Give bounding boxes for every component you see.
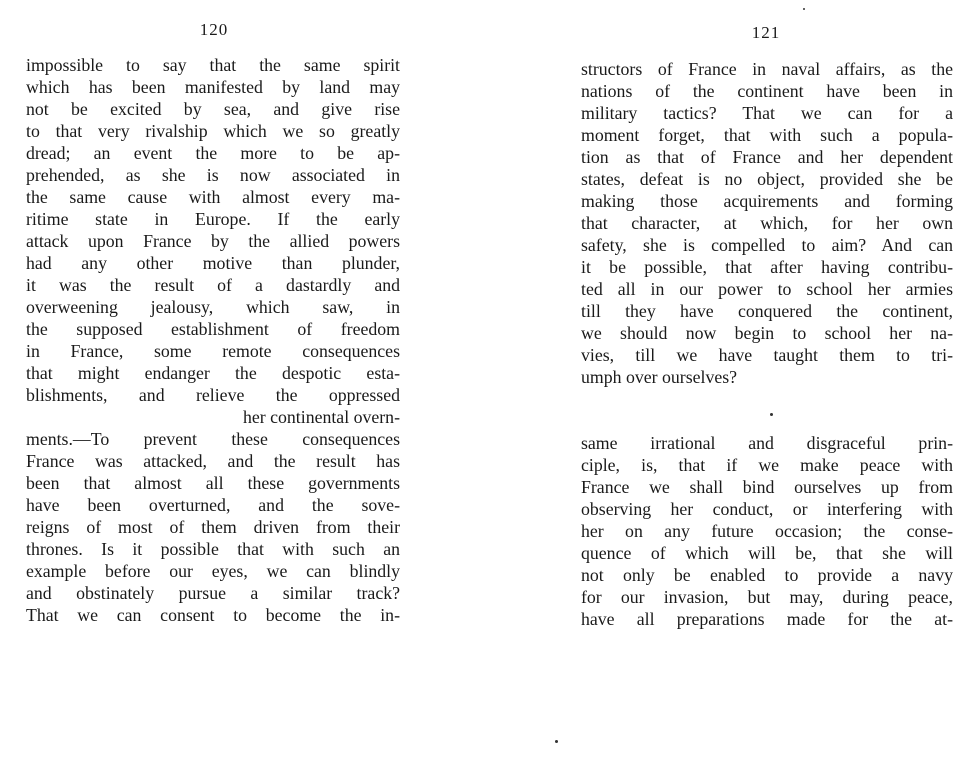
text-line: ments.—To prevent these consequences [26,429,400,449]
text-line: had any other motive than plunder, [26,253,400,273]
text-line: same irrational and disgraceful prin- [581,433,953,453]
text-line: ciple, is, that if we make peace with [581,455,953,475]
text-line: and obstinately pursue a similar track? [26,583,400,603]
text-line: overweening jealousy, which saw, in [26,297,400,317]
text-line: in France, some remote consequences [26,341,400,361]
text-line: safety, she is compelled to aim? And can [581,235,953,255]
text-line: her on any future occasion; the conse- [581,521,953,541]
text-line: thrones. Is it possible that with such an [26,539,400,559]
right-page-text-lower [581,432,953,630]
text-line: quence of which will be, that she will [581,543,953,563]
text-line: that might endanger the despotic esta- [26,363,400,383]
text-line: the supposed establishment of freedom [26,319,400,339]
text-line: till they have conquered the continent, [581,301,953,321]
left-page-text [26,54,400,626]
text-line: we should now begin to school her na- [581,323,953,343]
right-page-text-upper [581,58,953,388]
text-line: been that almost all these governments [26,473,400,493]
text-line: structors of France in naval affairs, as the [581,59,953,79]
text-line: not only be enabled to provide a navy [581,565,953,585]
text-line: reigns of most of them driven from their [26,517,400,537]
text-line: states, defeat is no object, provided she be [581,169,953,189]
text-line: umph over ourselves? [581,367,738,387]
left-page-number: 120 [199,20,229,39]
text-line: example before our eyes, we can blindly [26,561,400,581]
text-line: vies, till we have taught them to tri- [581,345,953,365]
text-line: it be possible, that after having contribu- [581,257,953,277]
text-line: to that very rivalship which we so greatly [26,121,400,141]
text-line: the same cause with almost every ma- [26,187,400,207]
text-line: that character, at which, for her own [581,213,953,233]
text-line: moment forget, that with such a popula- [581,125,953,145]
text-line: have all preparations made for the at- [581,609,953,629]
text-line: That we can consent to become the in- [26,605,400,625]
scan-speck [803,8,805,10]
text-line: ted all in our power to school her armies [581,279,953,299]
text-line: for our invasion, but may, during peace, [581,587,953,607]
text-line: tion as that of France and her dependent [581,147,953,167]
text-line: France we shall bind ourselves up from [581,477,953,497]
scan-speck [555,740,558,743]
scan-speck [770,413,773,416]
text-line: attack upon France by the allied powers [26,231,400,251]
text-line: military tactics? That we can for a [581,103,953,123]
text-line: which has been manifested by land may [26,77,400,97]
text-line: have been overturned, and the sove- [26,495,400,515]
text-line: dread; an event the more to be ap- [26,143,400,163]
text-line: not be excited by sea, and give rise [26,99,400,119]
text-line: it was the result of a dastardly and [26,275,400,295]
text-line: impossible to say that the same spirit [26,55,400,75]
right-page-number: 121 [751,23,781,42]
text-line: making those acquirements and forming [581,191,953,211]
text-line: ritime state in Europe. If the early [26,209,400,229]
text-line: prehended, as she is now associated in [26,165,400,185]
text-line: blishments, and relieve the oppressed [26,385,400,405]
text-line: France was attacked, and the result has [26,451,400,471]
text-line: her continental overn- [242,407,400,427]
text-line: nations of the continent have been in [581,81,953,101]
text-line: observing her conduct, or interfering with [581,499,953,519]
